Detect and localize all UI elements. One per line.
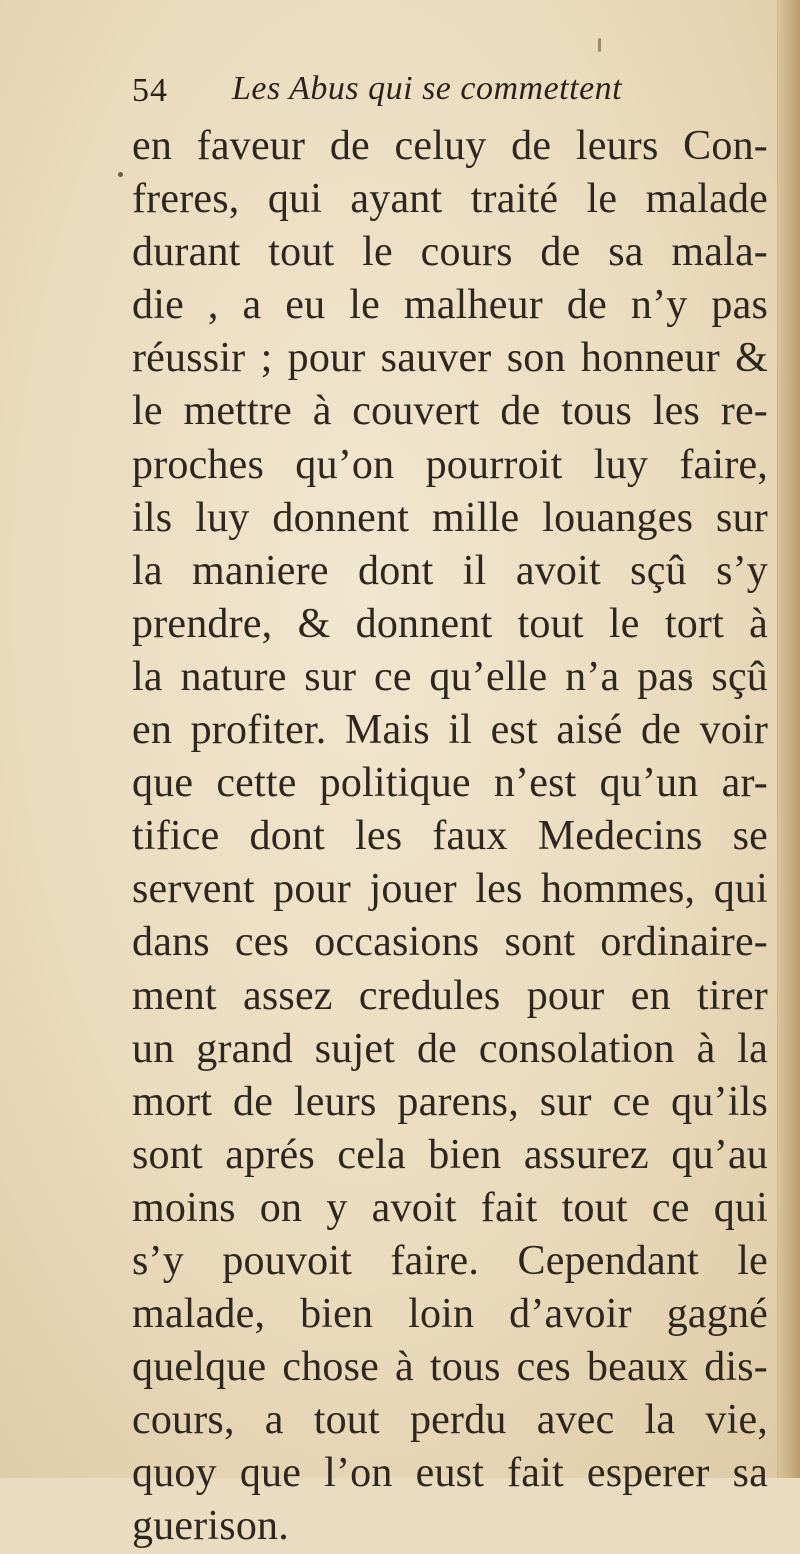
text-line: sont aprés cela bien assurez qu’au bbox=[132, 1131, 768, 1178]
text-line: que cette politique n’est qu’un ar- bbox=[132, 760, 768, 807]
text-line: ment assez credules pour en tirer bbox=[132, 972, 768, 1019]
text-line: réussir ; pour sauver son honneur & bbox=[132, 335, 768, 382]
text-line: en profiter. Mais il est aisé de voir bbox=[132, 707, 768, 754]
text-line: guerison. bbox=[132, 1503, 289, 1550]
text-line: le mettre à couvert de tous les re- bbox=[132, 388, 768, 435]
page-gutter bbox=[777, 0, 800, 1478]
page-number: 54 bbox=[132, 72, 168, 109]
text-line: la nature sur ce qu’elle n’a pas sçû bbox=[132, 653, 768, 700]
text-line: tifice dont les faux Medecins se bbox=[132, 813, 768, 860]
text-line: dans ces occasions sont ordinaire- bbox=[132, 919, 768, 966]
text-line: die , a eu le malheur de n’y pas bbox=[132, 282, 768, 329]
text-line: ils luy donnent mille louanges sur bbox=[132, 494, 768, 541]
text-line: mort de leurs parens, sur ce qu’ils bbox=[132, 1078, 768, 1125]
ink-speck bbox=[598, 38, 601, 52]
text-line: prendre, & donnent tout le tort à bbox=[132, 600, 768, 647]
body-text bbox=[132, 120, 768, 1554]
text-line: quoy que l’on eust fait esperer sa bbox=[132, 1450, 768, 1497]
page-header bbox=[132, 70, 752, 114]
text-line: en faveur de celuy de leurs Con- bbox=[132, 123, 768, 169]
text-line: durant tout le cours de sa mala- bbox=[132, 229, 768, 276]
text-line: proches qu’on pourroit luy faire, bbox=[132, 441, 768, 488]
text-line: quelque chose à tous ces beaux dis- bbox=[132, 1344, 768, 1391]
text-line: cours, a tout perdu avec la vie, bbox=[132, 1397, 768, 1444]
text-line: moins on y avoit fait tout ce qui bbox=[132, 1184, 768, 1231]
text-line: s’y pouvoit faire. Cependant le bbox=[132, 1237, 768, 1284]
running-title: Les Abus qui se commettent bbox=[232, 70, 623, 107]
text-line: malade, bien loin d’avoir gagné bbox=[132, 1291, 768, 1338]
text-line: freres, qui ayant traité le malade bbox=[132, 176, 768, 223]
text-line: la maniere dont il avoit sçû s’y bbox=[132, 547, 768, 594]
text-line: servent pour jouer les hommes, qui bbox=[132, 866, 768, 913]
text-line: un grand sujet de consolation à la bbox=[132, 1025, 768, 1072]
ink-speck bbox=[118, 172, 123, 177]
